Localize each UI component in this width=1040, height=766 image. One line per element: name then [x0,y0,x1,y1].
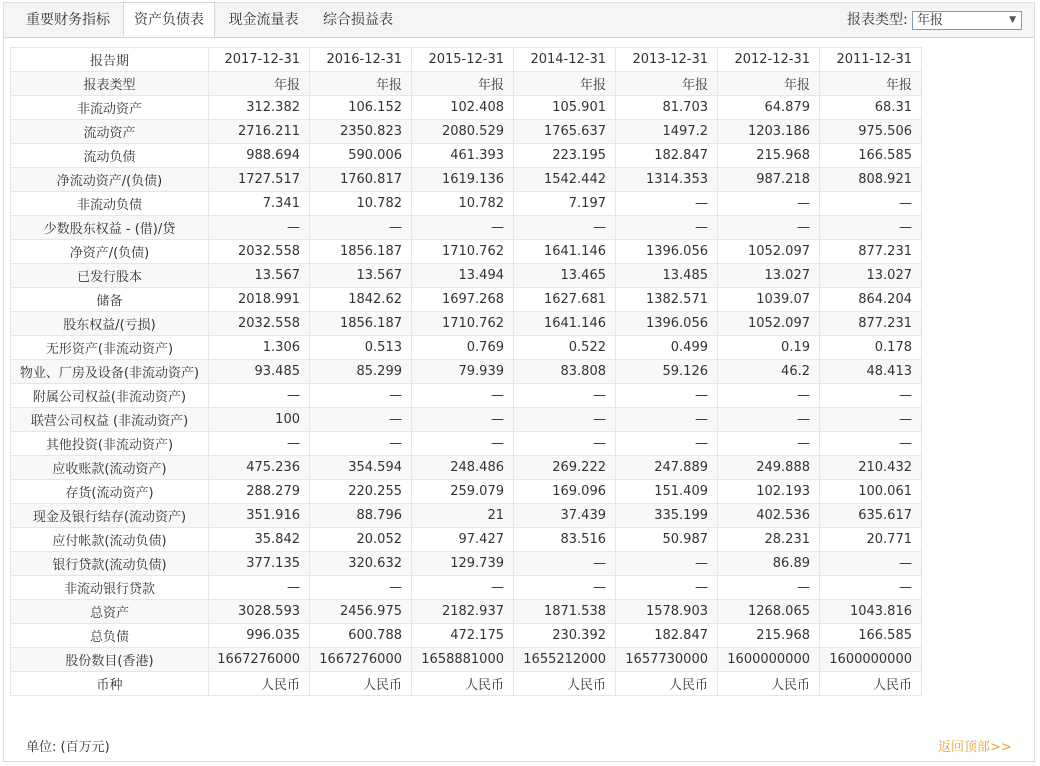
table-cell: 13.567 [209,264,310,288]
period-header: 2013-12-31 [616,48,718,72]
table-cell: 年报 [718,72,820,96]
table-row [11,576,922,600]
report-type-label: 报表类型: [847,12,908,28]
table-cell: 1697.268 [412,288,514,312]
row-label: 非流动负债 [11,192,209,216]
table-cell: 21 [412,504,514,528]
table-row [11,264,922,288]
table-cell: — [616,384,718,408]
table-cell: 215.968 [718,144,820,168]
table-cell: 2182.937 [412,600,514,624]
table-cell: 1641.146 [514,240,616,264]
table-cell: 10.782 [310,192,412,216]
table-cell: 1765.637 [514,120,616,144]
table-cell: 312.382 [209,96,310,120]
row-label: 流动资产 [11,120,209,144]
table-cell: 864.204 [820,288,922,312]
table-row [11,432,922,456]
row-label: 报表类型 [11,72,209,96]
table-cell: 7.341 [209,192,310,216]
table-cell: — [514,552,616,576]
table-cell: 808.921 [820,168,922,192]
table-row [11,528,922,552]
table-cell: 64.879 [718,96,820,120]
table-cell: 320.632 [310,552,412,576]
table-cell: 48.413 [820,360,922,384]
row-label: 少数股东权益 - (借)/贷 [11,216,209,240]
table-cell: 59.126 [616,360,718,384]
table-cell: 166.585 [820,624,922,648]
table-cell: 20.052 [310,528,412,552]
table-cell: 1727.517 [209,168,310,192]
table-row [11,312,922,336]
table-cell: 人民币 [616,672,718,696]
table-cell: 35.842 [209,528,310,552]
row-label: 股东权益/(亏损) [11,312,209,336]
table-row [11,672,922,696]
table-cell: 1203.186 [718,120,820,144]
table-cell: 13.465 [514,264,616,288]
table-cell: 人民币 [412,672,514,696]
table-cell: 1314.353 [616,168,718,192]
table-row [11,408,922,432]
row-label: 应收账款(流动资产) [11,456,209,480]
table-cell: — [820,576,922,600]
table-cell: 151.409 [616,480,718,504]
row-label: 存货(流动资产) [11,480,209,504]
table-cell: — [718,192,820,216]
table-cell: — [412,216,514,240]
table-row [11,168,922,192]
table-cell: 13.494 [412,264,514,288]
table-cell: — [718,408,820,432]
table-cell: 年报 [820,72,922,96]
table-cell: 223.195 [514,144,616,168]
table-cell: 1667276000 [209,648,310,672]
table-cell: — [820,384,922,408]
table-cell: 1667276000 [310,648,412,672]
table-cell: 2716.211 [209,120,310,144]
table-cell: 20.771 [820,528,922,552]
row-label: 币种 [11,672,209,696]
report-type-value: 年报 [917,13,944,28]
table-cell: — [310,576,412,600]
table-cell: — [616,552,718,576]
row-label: 储备 [11,288,209,312]
table-cell: 269.222 [514,456,616,480]
table-cell: 354.594 [310,456,412,480]
table-cell: 2456.975 [310,600,412,624]
row-label: 总负债 [11,624,209,648]
table-cell: — [820,192,922,216]
row-label: 无形资产(非流动资产) [11,336,209,360]
row-label: 物业、厂房及设备(非流动资产) [11,360,209,384]
table-cell: 13.567 [310,264,412,288]
table-cell: 1710.762 [412,240,514,264]
row-label: 股份数目(香港) [11,648,209,672]
table-cell: 1856.187 [310,240,412,264]
table-row [11,552,922,576]
table-cell: — [514,384,616,408]
table-cell: 102.193 [718,480,820,504]
table-cell: 215.968 [718,624,820,648]
table-cell: — [718,432,820,456]
row-label: 净流动资产/(负债) [11,168,209,192]
table-row [11,144,922,168]
table-cell: 1052.097 [718,240,820,264]
report-type-select[interactable] [912,11,1022,30]
report-panel [3,2,1035,762]
table-cell: — [209,576,310,600]
table-cell: 249.888 [718,456,820,480]
table-row [11,456,922,480]
table-cell: 0.522 [514,336,616,360]
tab-bar [4,3,1034,38]
table-cell: 0.513 [310,336,412,360]
table-cell: — [209,216,310,240]
table-row [11,600,922,624]
table-cell: 129.739 [412,552,514,576]
table-cell: — [310,432,412,456]
table-cell: 年报 [209,72,310,96]
table-cell: — [514,408,616,432]
table-cell: 461.393 [412,144,514,168]
period-header: 2011-12-31 [820,48,922,72]
table-cell: — [616,408,718,432]
table-cell: 472.175 [412,624,514,648]
table-cell: 年报 [514,72,616,96]
table-cell: 1627.681 [514,288,616,312]
row-label: 净资产/(负债) [11,240,209,264]
table-cell: 877.231 [820,240,922,264]
table-cell: 105.901 [514,96,616,120]
table-cell: — [514,576,616,600]
table-cell: 88.796 [310,504,412,528]
table-cell: 83.808 [514,360,616,384]
table-cell: — [412,576,514,600]
table-cell: — [820,216,922,240]
table-cell: 987.218 [718,168,820,192]
table-cell: 13.027 [718,264,820,288]
table-cell: 3028.593 [209,600,310,624]
period-header: 2012-12-31 [718,48,820,72]
unit-note: 单位: (百万元) [26,740,110,755]
table-cell: 635.617 [820,504,922,528]
table-cell: 13.027 [820,264,922,288]
table-cell: 100 [209,408,310,432]
table-cell: 166.585 [820,144,922,168]
table-cell: 人民币 [514,672,616,696]
table-cell: — [616,576,718,600]
table-cell: 97.427 [412,528,514,552]
table-row [11,384,922,408]
table-cell: 1600000000 [718,648,820,672]
table-cell: — [412,408,514,432]
table-cell: 1856.187 [310,312,412,336]
table-cell: 600.788 [310,624,412,648]
row-label: 总资产 [11,600,209,624]
table-row [11,72,922,96]
row-label: 非流动银行贷款 [11,576,209,600]
tab-comprehensive-income[interactable]: 综合损益表 [323,12,393,28]
table-cell: 988.694 [209,144,310,168]
table-cell: 83.516 [514,528,616,552]
table-header-row [11,48,922,72]
table-cell: 0.769 [412,336,514,360]
table-cell: 1396.056 [616,240,718,264]
tab-cash-flow[interactable]: 现金流量表 [228,12,299,28]
table-cell: — [514,216,616,240]
table-cell: — [718,216,820,240]
table-cell: 人民币 [718,672,820,696]
table-row [11,480,922,504]
table-row [11,648,922,672]
table-cell: 106.152 [310,96,412,120]
balance-sheet-table [10,47,922,696]
table-cell: 13.485 [616,264,718,288]
table-cell: 2080.529 [412,120,514,144]
table-cell: 1578.903 [616,600,718,624]
row-label: 其他投资(非流动资产) [11,432,209,456]
table-cell: 人民币 [310,672,412,696]
table-cell: 1658881000 [412,648,514,672]
table-cell: 288.279 [209,480,310,504]
row-label: 联营公司权益 (非流动资产) [11,408,209,432]
table-cell: 81.703 [616,96,718,120]
table-cell: 1871.538 [514,600,616,624]
table-cell: 2018.991 [209,288,310,312]
table-row [11,216,922,240]
table-cell: 210.432 [820,456,922,480]
table-cell: 590.006 [310,144,412,168]
table-cell: 1657730000 [616,648,718,672]
table-cell: 人民币 [209,672,310,696]
table-cell: 247.889 [616,456,718,480]
table-cell: 1268.065 [718,600,820,624]
table-cell: 220.255 [310,480,412,504]
table-cell: 7.197 [514,192,616,216]
table-cell: 1043.816 [820,600,922,624]
table-cell: 1710.762 [412,312,514,336]
table-cell: — [412,432,514,456]
table-row [11,120,922,144]
table-cell: 37.439 [514,504,616,528]
row-label: 现金及银行结存(流动资产) [11,504,209,528]
table-cell: — [310,408,412,432]
row-label: 非流动资产 [11,96,209,120]
table-cell: — [616,432,718,456]
table-cell: 85.299 [310,360,412,384]
table-cell: — [209,432,310,456]
table-cell: 1039.07 [718,288,820,312]
row-label: 流动负债 [11,144,209,168]
table-cell: — [310,384,412,408]
table-cell: 10.782 [412,192,514,216]
table-cell: 1382.571 [616,288,718,312]
table-cell: 1497.2 [616,120,718,144]
table-cell: 1842.62 [310,288,412,312]
row-label: 附属公司权益(非流动资产) [11,384,209,408]
table-row [11,624,922,648]
period-header: 2016-12-31 [310,48,412,72]
table-cell: 248.486 [412,456,514,480]
table-row [11,96,922,120]
table-row [11,336,922,360]
table-cell: 169.096 [514,480,616,504]
row-label: 已发行股本 [11,264,209,288]
table-cell: 年报 [412,72,514,96]
table-cell: 0.19 [718,336,820,360]
table-cell: 2032.558 [209,240,310,264]
table-cell: 475.236 [209,456,310,480]
table-cell: 2032.558 [209,312,310,336]
row-label: 报告期 [11,48,209,72]
table-cell: 1.306 [209,336,310,360]
table-cell: 1052.097 [718,312,820,336]
table-cell: 377.135 [209,552,310,576]
table-cell: 996.035 [209,624,310,648]
back-to-top-link[interactable]: 返回顶部>> [938,740,1012,755]
table-cell: 100.061 [820,480,922,504]
table-cell: 102.408 [412,96,514,120]
table-cell: — [310,216,412,240]
table-cell: 182.847 [616,144,718,168]
period-header: 2014-12-31 [514,48,616,72]
table-cell: 335.199 [616,504,718,528]
tab-key-indicators[interactable]: 重要财务指标 [26,12,110,28]
table-cell: 年报 [616,72,718,96]
table-cell: — [820,552,922,576]
table-cell: 0.178 [820,336,922,360]
table-cell: 1619.136 [412,168,514,192]
table-row [11,360,922,384]
table-cell: 975.506 [820,120,922,144]
table-cell: 1655212000 [514,648,616,672]
table-cell: — [820,432,922,456]
table-cell: 人民币 [820,672,922,696]
table-cell: 50.987 [616,528,718,552]
table-cell: — [514,432,616,456]
table-cell: 402.536 [718,504,820,528]
period-header: 2015-12-31 [412,48,514,72]
table-cell: 1542.442 [514,168,616,192]
table-cell: — [616,192,718,216]
table-cell: 351.916 [209,504,310,528]
table-cell: 86.89 [718,552,820,576]
row-label: 银行贷款(流动负债) [11,552,209,576]
table-cell: 年报 [310,72,412,96]
table-cell: 2350.823 [310,120,412,144]
table-cell: 1641.146 [514,312,616,336]
table-cell: 230.392 [514,624,616,648]
table-cell: 259.079 [412,480,514,504]
table-cell: 93.485 [209,360,310,384]
table-cell: — [616,216,718,240]
table-cell: 28.231 [718,528,820,552]
table-cell: — [820,408,922,432]
table-cell: 68.31 [820,96,922,120]
table-cell: — [209,384,310,408]
chevron-down-icon: ▼ [1009,15,1016,25]
table-row [11,288,922,312]
table-cell: 0.499 [616,336,718,360]
row-label: 应付帐款(流动负债) [11,528,209,552]
table-cell: 877.231 [820,312,922,336]
table-row [11,192,922,216]
table-cell: 79.939 [412,360,514,384]
table-cell: 1396.056 [616,312,718,336]
table-row [11,240,922,264]
table-cell: 46.2 [718,360,820,384]
table-cell: — [412,384,514,408]
table-cell: — [718,576,820,600]
table-row [11,504,922,528]
table-cell: 182.847 [616,624,718,648]
table-cell: 1760.817 [310,168,412,192]
table-cell: — [718,384,820,408]
tab-balance-sheet[interactable]: 资产负债表 [123,2,215,37]
table-cell: 1600000000 [820,648,922,672]
period-header: 2017-12-31 [209,48,310,72]
